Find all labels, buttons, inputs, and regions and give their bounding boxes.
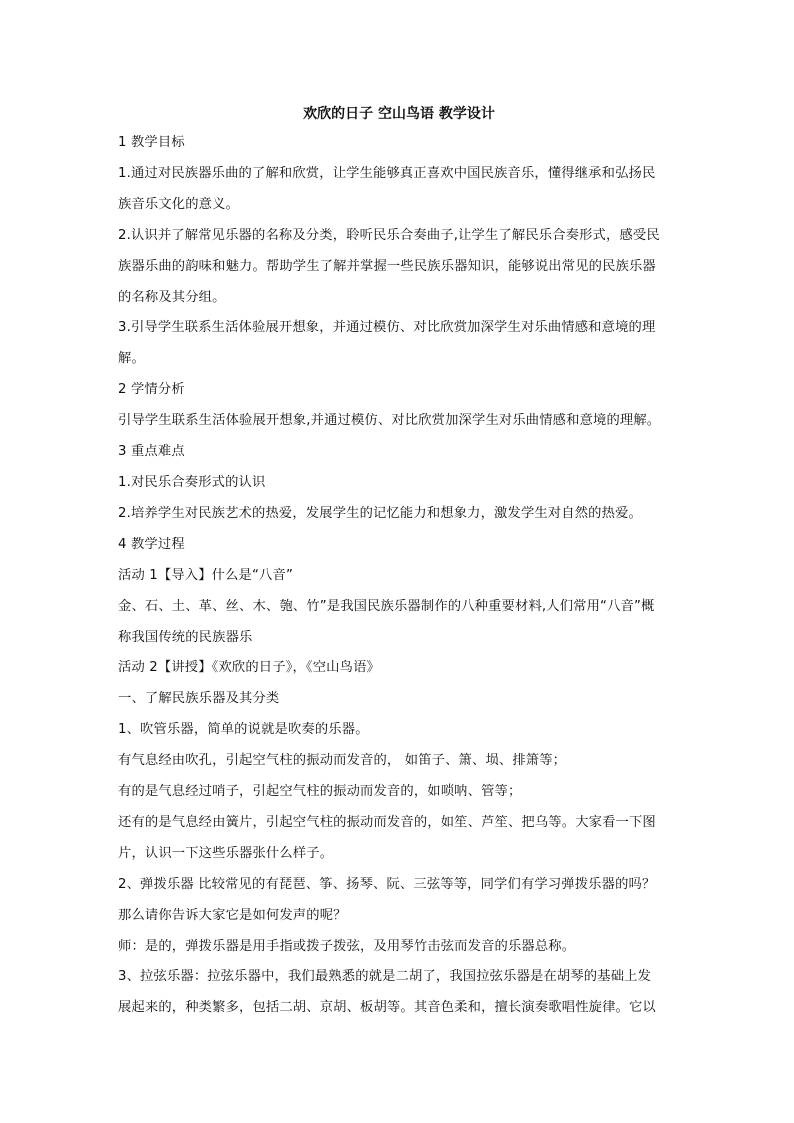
subsection-heading: 一、了解民族乐器及其分类	[118, 691, 280, 707]
heading-student-analysis: 2 学情分析	[118, 382, 185, 398]
paragraph-line: 引导学生联系生活体验展开想象,并通过模仿、对比欣赏加深学生对乐曲情感和意境的理解。	[118, 413, 661, 429]
paragraph-line: 展起来的，种类繁多，包括二胡、京胡、板胡等。其音色柔和，擅长演奏歌唱性旋律。它以	[118, 1000, 656, 1016]
paragraph-line: 金、石、土、革、丝、木、匏、竹”是我国民族乐器制作的八种重要材料,人们常用“八音”概	[118, 598, 655, 614]
paragraph-line: 的名称及其分组。	[118, 289, 226, 305]
document-title: 欢欣的日子 空山鸟语 教学设计	[303, 106, 495, 122]
paragraph-line: 有气息经由吹孔，引起空气柱的振动而发音的， 如笛子、箫、埙、排箫等；	[118, 753, 567, 769]
paragraph-line: 族器乐曲的韵味和魅力。帮助学生了解并掌握一些民族乐器知识，能够说出常见的民族乐器	[118, 258, 656, 274]
paragraph-line: 片，认识一下这些乐器张什么样子。	[118, 845, 334, 861]
paragraph-line: 还有的是气息经由簧片，引起空气柱的振动而发音的，如笙、芦笙、把乌等。大家看一下图	[118, 814, 656, 830]
heading-key-points: 3 重点难点	[118, 444, 185, 460]
paragraph-line: 3.引导学生联系生活体验展开想象，并通过模仿、对比欣赏加深学生对乐曲情感和意境的理	[118, 320, 656, 336]
activity-2-heading: 活动 2【讲授】《欢欣的日子》，《空山鸟语》	[118, 660, 380, 676]
paragraph-line: 称我国传统的民族器乐	[118, 629, 253, 645]
heading-teaching-goals: 1 教学目标	[118, 135, 185, 150]
heading-teaching-process: 4 教学过程	[118, 536, 185, 552]
document-page	[118, 100, 680, 1024]
paragraph-line: 3、拉弦乐器：拉弦乐器中，我们最熟悉的就是二胡了，我国拉弦乐器是在胡琴的基础上发	[118, 969, 652, 985]
paragraph-line: 1.对民乐合奏形式的认识	[118, 474, 266, 490]
activity-1-heading: 活动 1【导入】什么是“八音”	[118, 567, 293, 583]
paragraph-line: 有的是气息经过哨子，引起空气柱的振动而发音的，如唢呐、管等；	[118, 784, 522, 800]
paragraph-line: 2.培养学生对民族艺术的热爱，发展学生的记忆能力和想象力，激发学生对自然的热爱。	[118, 505, 642, 521]
paragraph-line: 师：是的，弹拨乐器是用手指或拨子拨弦，及用琴竹击弦而发音的乐器总称。	[118, 938, 576, 954]
paragraph-line: 2.认识并了解常见乐器的名称及分类，聆听民乐合奏曲子,让学生了解民乐合奏形式，感受民	[118, 227, 660, 243]
document-body	[118, 128, 680, 1024]
paragraph-line: 1、吹管乐器，简单的说就是吹奏的乐器。	[118, 722, 369, 738]
paragraph-line: 族音乐文化的意义。	[118, 196, 240, 212]
paragraph-line: 2、弹拨乐器 比较常见的有琵琶、筝、扬琴、阮、三弦等等，同学们有学习弹拨乐器的吗？	[118, 876, 656, 892]
paragraph-line: 解。	[118, 351, 145, 367]
paragraph-line: 1.通过对民族器乐曲的了解和欣赏，让学生能够真正喜欢中国民族音乐，懂得继承和弘扬民	[118, 165, 656, 181]
paragraph-line: 那么请你告诉大家它是如何发声的呢？	[118, 907, 347, 923]
